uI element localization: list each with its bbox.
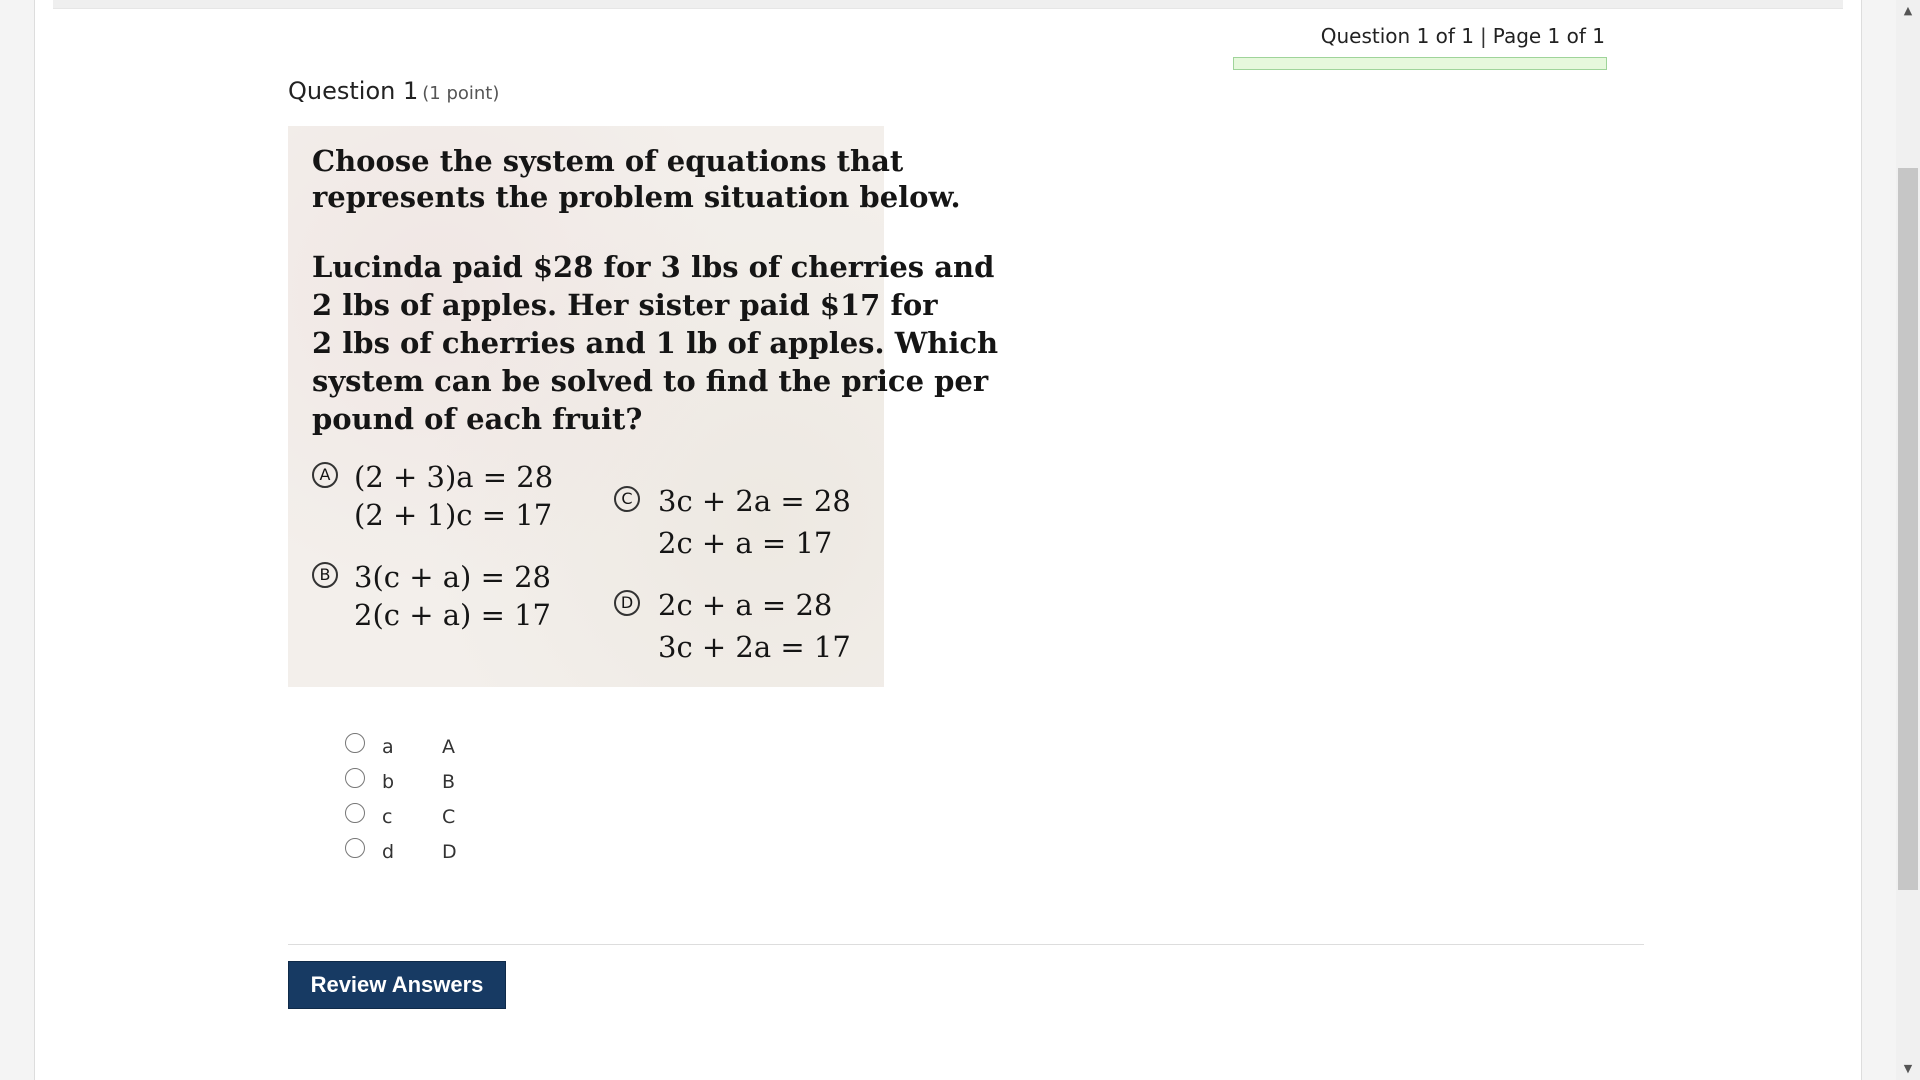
option-mark-a: A (312, 462, 338, 488)
content-frame (34, 0, 1862, 1080)
radio-button[interactable] (345, 803, 365, 823)
option-mark-c: C (614, 486, 640, 512)
scroll-up-arrow-icon[interactable]: ▲ (1903, 4, 1913, 17)
top-bar (53, 0, 1843, 9)
progress-text (1321, 24, 1605, 48)
scrollbar[interactable] (1896, 0, 1920, 1080)
problem-body-line: pound of each fruit? (312, 402, 643, 436)
question-points: (1 point) (422, 83, 500, 104)
question-title: Question 1 (288, 77, 419, 105)
option-d-eq1: 2c + a = 28 (658, 588, 833, 622)
problem-body-line: system can be solved to find the price per (312, 364, 989, 398)
problem-instruction-line: represents the problem situation below. (312, 180, 961, 214)
radio-button[interactable] (345, 838, 365, 858)
problem-body-line: 2 lbs of apples. Her sister paid $17 for (312, 288, 938, 322)
page-counter: Page 1 of 1 (1492, 24, 1605, 48)
answer-letter: b (382, 771, 395, 793)
answer-letter: d (382, 841, 395, 863)
radio-button[interactable] (345, 768, 365, 788)
scroll-thumb[interactable] (1898, 168, 1918, 890)
option-c-eq2: 2c + a = 17 (658, 526, 833, 560)
option-mark-b: B (312, 562, 338, 588)
answer-letter: a (382, 736, 394, 758)
answer-text: A (442, 736, 455, 758)
answer-letter: c (382, 806, 393, 828)
option-b-eq2: 2(c + a) = 17 (354, 598, 551, 632)
problem-body-line: Lucinda paid $28 for 3 lbs of cherries and (312, 250, 995, 284)
radio-button[interactable] (345, 733, 365, 753)
option-mark-d: D (614, 590, 640, 616)
question-header (288, 77, 499, 105)
progress-separator: | (1480, 24, 1487, 48)
option-b-eq1: 3(c + a) = 28 (354, 560, 551, 594)
option-a-eq1: (2 + 3)a = 28 (354, 460, 554, 494)
divider (288, 944, 1644, 945)
answer-text: C (442, 806, 456, 828)
scroll-down-arrow-icon[interactable]: ▼ (1903, 1062, 1913, 1075)
review-answers-button[interactable]: Review Answers (288, 961, 506, 1009)
option-c-eq1: 3c + 2a = 28 (658, 484, 851, 518)
question-counter: Question 1 of 1 (1320, 24, 1475, 48)
option-d-eq2: 3c + 2a = 17 (658, 630, 851, 664)
problem-body-line: 2 lbs of cherries and 1 lb of apples. Which (312, 326, 999, 360)
answer-text: B (442, 771, 456, 793)
progress-bar (1233, 57, 1607, 70)
problem-image (288, 126, 999, 687)
answer-text: D (442, 841, 457, 863)
problem-instruction-line: Choose the system of equations that (312, 144, 904, 178)
option-a-eq2: (2 + 1)c = 17 (354, 498, 553, 532)
